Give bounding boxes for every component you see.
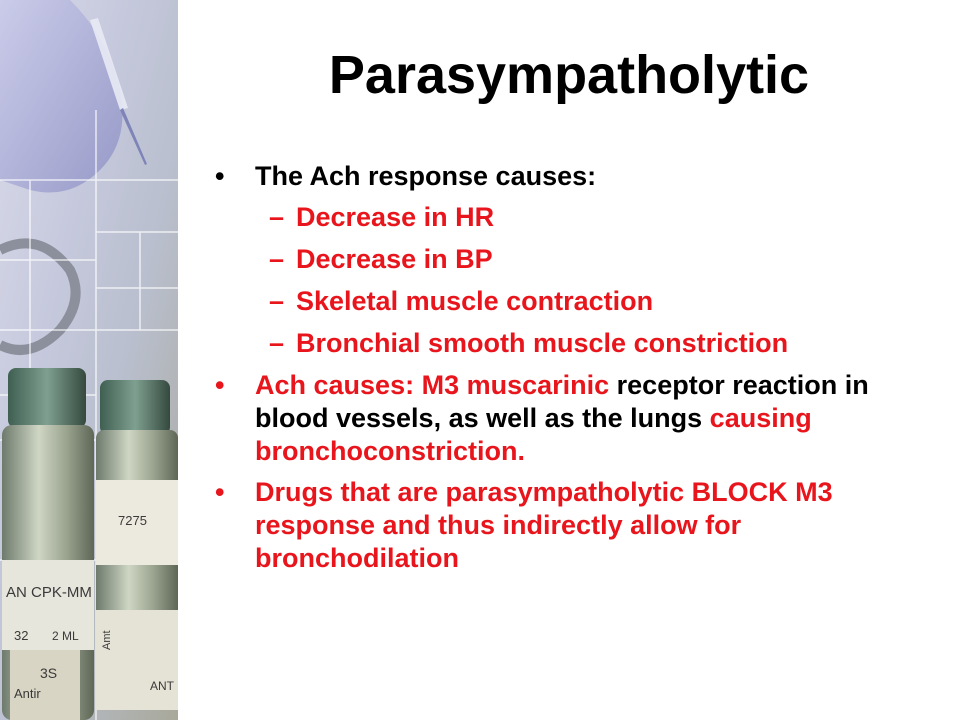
bullet-text-red-end: causing bronchoconstriction.: [255, 403, 812, 466]
medical-photo-strip: [0, 0, 178, 720]
bullet-marker: •: [215, 370, 225, 400]
dash-marker: –: [269, 328, 285, 358]
sub-item-1: [215, 201, 945, 234]
sub-item-3: [215, 285, 945, 318]
vial-label-8: ANT: [150, 679, 174, 693]
vial-label-1: AN CPK-MM: [6, 584, 92, 601]
bullet-item-2: [215, 369, 945, 468]
dash-marker: –: [269, 202, 285, 232]
sub-item-text: Decrease in HR: [296, 202, 495, 232]
bullet-text: Drugs that are parasympatholytic BLOCK M3 response and thus indirectly allow for bronchodilation: [255, 477, 833, 573]
vial-label-5: 7275: [118, 513, 147, 528]
bullet-item-3: [215, 476, 945, 575]
vial-label-3: 2 ML: [52, 629, 79, 643]
dash-marker: –: [269, 286, 285, 316]
bullet-marker: •: [215, 161, 225, 191]
sub-item-text: Skeletal muscle contraction: [296, 286, 654, 316]
vial-label-2: 32: [14, 628, 29, 643]
vial-label-6: Antir: [14, 686, 41, 701]
bullet-item-1: [215, 160, 945, 193]
bullet-text: The Ach response causes:: [255, 161, 597, 191]
dash-marker: –: [269, 244, 285, 274]
sub-item-2: [215, 243, 945, 276]
sub-item-text: Decrease in BP: [296, 244, 493, 274]
vial-label-7: 3S: [40, 665, 58, 681]
bullet-text-red: Ach causes: M3 muscarinic: [255, 370, 610, 400]
slide-content: [215, 160, 945, 583]
slide-title: Parasympatholytic: [328, 45, 810, 105]
vial-label-4: Amt: [101, 630, 113, 650]
sub-item-text: Bronchial smooth muscle constriction: [296, 328, 789, 358]
bullet-text-black: receptor reaction in blood vessels, as well as the lungs: [255, 370, 869, 433]
bullet-marker: •: [215, 477, 225, 507]
sub-item-4: [215, 327, 945, 360]
